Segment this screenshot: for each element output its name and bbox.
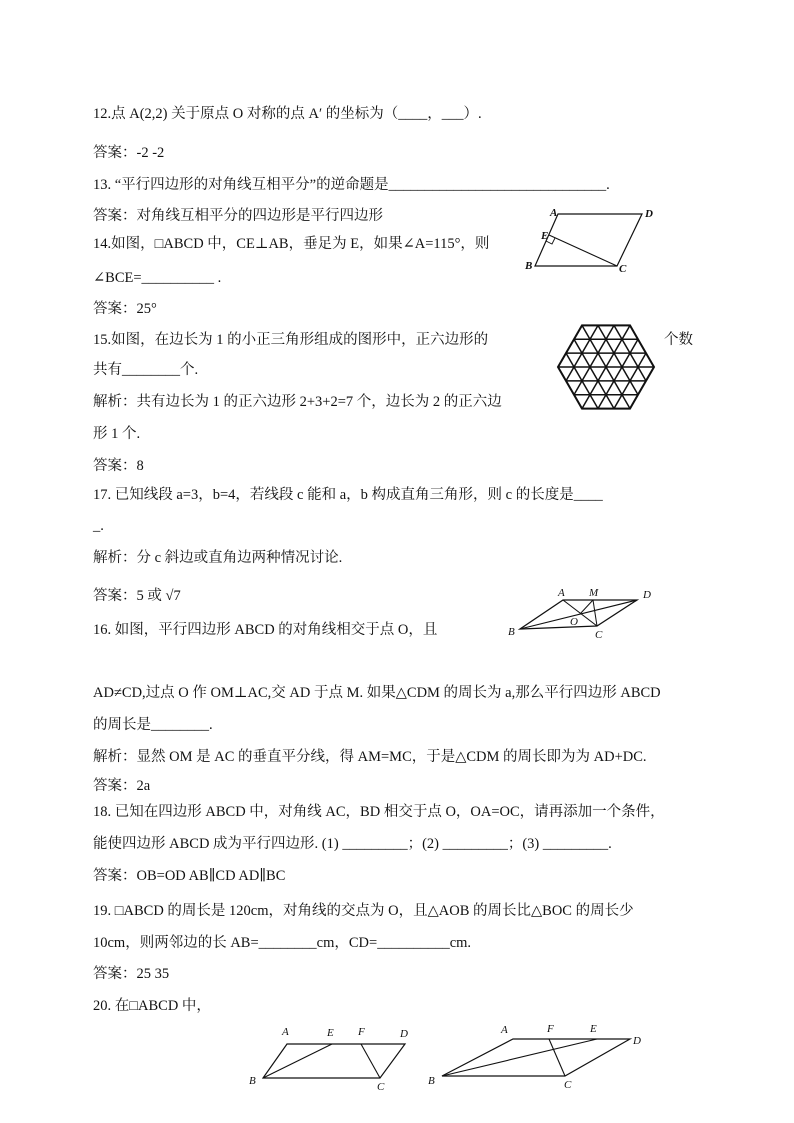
label-a: A bbox=[558, 587, 565, 599]
parallelogram-abcd bbox=[263, 1044, 405, 1078]
label-d: D bbox=[400, 1028, 408, 1040]
analysis-15-line1: 解析：共有边长为 1 的正六边形 2+3+2=7 个，边长为 2 的正六边 bbox=[93, 394, 502, 410]
label-c: C bbox=[619, 263, 627, 275]
segment-cf bbox=[361, 1044, 380, 1078]
label-a: A bbox=[501, 1024, 508, 1036]
question-14-line1: 14.如图，□ABCD 中，CE⊥AB，垂足为 E，如果∠A=115°，则 bbox=[93, 236, 490, 252]
question-15-line1: 15.如图，在边长为 1 的小正三角形组成的图形中，正六边形的 bbox=[93, 332, 489, 348]
grid-line bbox=[644, 267, 759, 467]
answer-12: 答案：-2 -2 bbox=[93, 145, 165, 161]
figure-15-hexagon-grid bbox=[554, 322, 658, 412]
grid-line bbox=[436, 267, 551, 467]
parallelogram-abcd bbox=[535, 214, 642, 266]
label-a: A bbox=[282, 1026, 289, 1038]
question-20: 20. 在□ABCD 中， bbox=[93, 998, 211, 1014]
label-b: B bbox=[428, 1075, 435, 1087]
question-14-line2: ∠BCE=__________ . bbox=[93, 270, 222, 286]
diagonal-bd bbox=[520, 600, 637, 629]
label-c: C bbox=[595, 629, 603, 641]
analysis-17: 解析：分 c 斜边或直角边两种情况讨论. bbox=[93, 550, 343, 566]
diagonal-ac bbox=[563, 600, 597, 626]
figure-14-parallelogram bbox=[520, 205, 660, 277]
question-19-line1: 19. □ABCD 的周长是 120cm，对角线的交点为 O，且△AOB 的周长比△BOC 的周长少 bbox=[93, 903, 634, 919]
question-18-line2: 能使四边形 ABCD 成为平行四边形. (1) _________；(2) _________；(3) _________. bbox=[93, 836, 612, 852]
answer-16: 答案：2a bbox=[93, 778, 151, 794]
triangle-grid-lines bbox=[420, 267, 791, 467]
grid-line bbox=[676, 267, 791, 467]
answer-17: 答案：5 或 √7 bbox=[93, 588, 181, 604]
label-b: B bbox=[525, 260, 533, 272]
answer-18: 答案：OB=OD AB∥CD AD∥BC bbox=[93, 868, 286, 884]
question-17-line1: 17. 已知线段 a=3，b=4，若线段 c 能和 a，b 构成直角三角形，则 c 的长度是____ bbox=[93, 487, 603, 503]
answer-14: 答案：25° bbox=[93, 301, 157, 317]
question-19-line2: 10cm，则两邻边的长 AB=________cm，CD=__________cm. bbox=[93, 935, 472, 951]
answer-19: 答案：25 35 bbox=[93, 966, 170, 982]
segment-cf bbox=[549, 1039, 565, 1076]
label-b: B bbox=[249, 1075, 256, 1087]
label-e: E bbox=[590, 1023, 597, 1035]
analysis-16: 解析：显然 OM 是 AC 的垂直平分线，得 AM=MC，于是△CDM 的周长即为为 AD+DC. bbox=[93, 749, 647, 765]
answer-13: 答案：对角线互相平分的四边形是平行四边形 bbox=[93, 208, 383, 224]
label-d: D bbox=[633, 1035, 641, 1047]
grid-line bbox=[420, 267, 535, 467]
segment-mc bbox=[593, 600, 597, 626]
question-15-line2: 共有________个. bbox=[93, 362, 199, 378]
label-e: E bbox=[541, 230, 549, 242]
label-m: M bbox=[589, 587, 599, 599]
question-13: 13. “平行四边形的对角线互相平分”的逆命题是______________________________. bbox=[93, 177, 610, 193]
label-e: E bbox=[327, 1027, 334, 1039]
parallelogram-abcd bbox=[442, 1039, 630, 1076]
grid-line bbox=[644, 267, 759, 467]
segment-ce bbox=[549, 235, 617, 266]
figure-20-left bbox=[245, 1020, 420, 1095]
segment-be bbox=[263, 1044, 332, 1078]
label-f: F bbox=[358, 1026, 365, 1038]
question-12: 12.点 A(2,2) 关于原点 O 对称的点 A′ 的坐标为（____，___）. bbox=[93, 106, 482, 122]
grid-line bbox=[452, 267, 567, 467]
question-16-line3: 的周长是________. bbox=[93, 717, 213, 733]
grid-line bbox=[676, 267, 791, 467]
question-16-line1: 16. 如图，平行四边形 ABCD 的对角线相交于点 O，且 bbox=[93, 622, 438, 638]
label-d: D bbox=[643, 589, 651, 601]
label-c: C bbox=[377, 1081, 385, 1093]
label-o: O bbox=[570, 616, 578, 628]
grid-line bbox=[660, 267, 775, 467]
hexagon-triangle-grid bbox=[554, 322, 658, 412]
label-d: D bbox=[645, 208, 653, 220]
question-16-line2: AD≠CD,过点 O 作 OM⊥AC,交 AD 于点 M. 如果△CDM 的周长为 a,那么平行四边形 ABCD bbox=[93, 685, 661, 701]
grid-line bbox=[660, 267, 775, 467]
grid-line bbox=[436, 267, 551, 467]
label-f: F bbox=[547, 1023, 554, 1035]
grid-line bbox=[452, 267, 567, 467]
answer-15: 答案：8 bbox=[93, 458, 144, 474]
figure-16-parallelogram bbox=[505, 585, 660, 645]
question-18-line1: 18. 已知在四边形 ABCD 中，对角线 AC，BD 相交于点 O，OA=OC，请再添加一个条件， bbox=[93, 804, 665, 820]
analysis-15-line2: 形 1 个. bbox=[93, 426, 141, 442]
grid-line bbox=[420, 267, 535, 467]
question-17-line2: _. bbox=[93, 518, 104, 534]
label-a: A bbox=[550, 207, 558, 219]
label-c: C bbox=[564, 1079, 572, 1091]
question-15-line1-end: 个数 bbox=[664, 332, 693, 348]
figure-20-right bbox=[425, 1018, 655, 1093]
label-b: B bbox=[508, 626, 515, 638]
